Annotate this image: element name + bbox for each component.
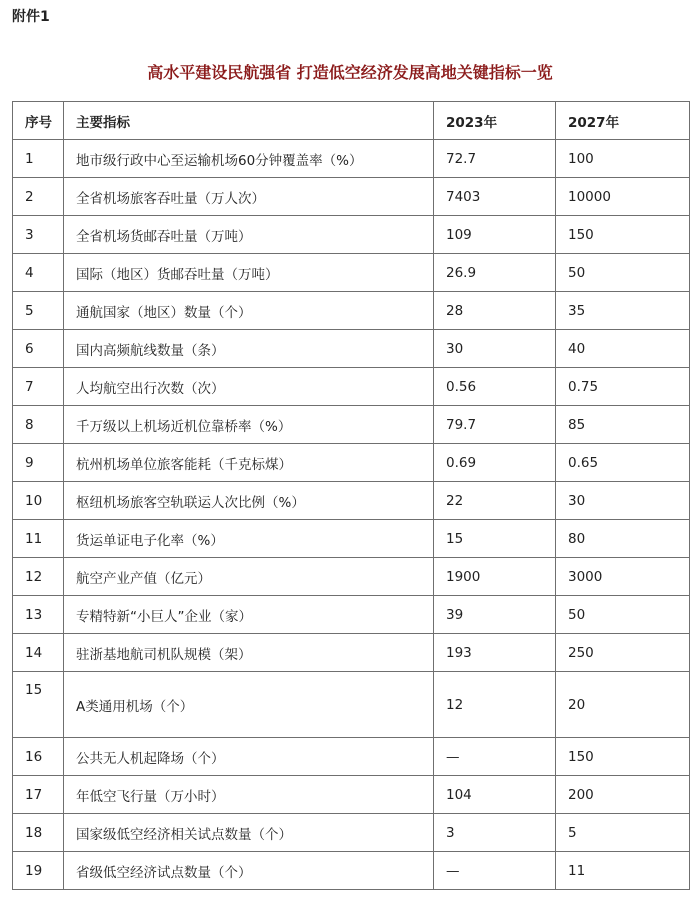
table-row bbox=[13, 406, 690, 444]
row-indicator-cell: 省级低空经济试点数量（个） bbox=[64, 852, 434, 890]
table-row bbox=[13, 596, 690, 634]
row-indicator-cell: 千万级以上机场近机位靠桥率（%） bbox=[64, 406, 434, 444]
table-row bbox=[13, 292, 690, 330]
row-index-cell: 15 bbox=[13, 672, 64, 738]
row-index-cell: 10 bbox=[13, 482, 64, 520]
row-indicator-cell: 公共无人机起降场（个） bbox=[64, 738, 434, 776]
row-2023-cell: 72.7 bbox=[434, 140, 556, 178]
row-index-cell: 11 bbox=[13, 520, 64, 558]
row-index-cell: 14 bbox=[13, 634, 64, 672]
row-index-cell: 13 bbox=[13, 596, 64, 634]
header-indicator: 主要指标 bbox=[64, 102, 434, 140]
row-2023-cell: 3 bbox=[434, 814, 556, 852]
row-indicator-cell: 国家级低空经济相关试点数量（个） bbox=[64, 814, 434, 852]
row-index-cell: 6 bbox=[13, 330, 64, 368]
row-2027-cell: 3000 bbox=[556, 558, 690, 596]
row-2023-cell: 7403 bbox=[434, 178, 556, 216]
table-row bbox=[13, 254, 690, 292]
row-2027-cell: 85 bbox=[556, 406, 690, 444]
row-2023-cell: 15 bbox=[434, 520, 556, 558]
row-indicator-cell: 全省机场旅客吞吐量（万人次） bbox=[64, 178, 434, 216]
row-indicator-cell: A类通用机场（个） bbox=[64, 672, 434, 738]
row-2027-cell: 0.65 bbox=[556, 444, 690, 482]
row-2023-cell: 1900 bbox=[434, 558, 556, 596]
table-row bbox=[13, 520, 690, 558]
row-indicator-cell: 通航国家（地区）数量（个） bbox=[64, 292, 434, 330]
row-2023-cell: — bbox=[434, 738, 556, 776]
table-row bbox=[13, 178, 690, 216]
row-indicator-cell: 全省机场货邮吞吐量（万吨） bbox=[64, 216, 434, 254]
table-row bbox=[13, 672, 690, 738]
row-index-cell: 16 bbox=[13, 738, 64, 776]
row-2023-cell: 109 bbox=[434, 216, 556, 254]
row-indicator-cell: 专精特新“小巨人”企业（家） bbox=[64, 596, 434, 634]
table-header-row bbox=[13, 102, 690, 140]
row-indicator-cell: 国内高频航线数量（条） bbox=[64, 330, 434, 368]
table-row bbox=[13, 140, 690, 178]
attachment-label: 附件1 bbox=[12, 9, 50, 25]
indicator-table bbox=[12, 101, 690, 890]
table-row bbox=[13, 482, 690, 520]
row-2023-cell: 30 bbox=[434, 330, 556, 368]
row-indicator-cell: 地市级行政中心至运输机场60分钟覆盖率（%） bbox=[64, 140, 434, 178]
row-indicator-cell: 杭州机场单位旅客能耗（千克标煤） bbox=[64, 444, 434, 482]
row-2027-cell: 250 bbox=[556, 634, 690, 672]
row-2023-cell: — bbox=[434, 852, 556, 890]
table-row bbox=[13, 814, 690, 852]
row-2027-cell: 50 bbox=[556, 254, 690, 292]
row-2027-cell: 30 bbox=[556, 482, 690, 520]
row-index-cell: 9 bbox=[13, 444, 64, 482]
row-2027-cell: 200 bbox=[556, 776, 690, 814]
row-index-cell: 12 bbox=[13, 558, 64, 596]
row-2027-cell: 20 bbox=[556, 672, 690, 738]
row-2027-cell: 150 bbox=[556, 216, 690, 254]
table-row bbox=[13, 330, 690, 368]
row-index-cell: 19 bbox=[13, 852, 64, 890]
row-2027-cell: 50 bbox=[556, 596, 690, 634]
row-2023-cell: 0.69 bbox=[434, 444, 556, 482]
header-2023: 2023年 bbox=[434, 102, 556, 140]
row-2023-cell: 104 bbox=[434, 776, 556, 814]
row-index-cell: 8 bbox=[13, 406, 64, 444]
row-2027-cell: 11 bbox=[556, 852, 690, 890]
table-row bbox=[13, 852, 690, 890]
row-2027-cell: 80 bbox=[556, 520, 690, 558]
row-2027-cell: 5 bbox=[556, 814, 690, 852]
row-2027-cell: 40 bbox=[556, 330, 690, 368]
row-index-cell: 18 bbox=[13, 814, 64, 852]
row-2027-cell: 150 bbox=[556, 738, 690, 776]
row-index-cell: 4 bbox=[13, 254, 64, 292]
row-indicator-cell: 年低空飞行量（万小时） bbox=[64, 776, 434, 814]
row-2027-cell: 35 bbox=[556, 292, 690, 330]
row-index-cell: 2 bbox=[13, 178, 64, 216]
page-title: 高水平建设民航强省 打造低空经济发展高地关键指标一览 bbox=[147, 63, 553, 82]
row-2023-cell: 22 bbox=[434, 482, 556, 520]
row-indicator-cell: 国际（地区）货邮吞吐量（万吨） bbox=[64, 254, 434, 292]
row-indicator-cell: 枢纽机场旅客空轨联运人次比例（%） bbox=[64, 482, 434, 520]
row-2023-cell: 39 bbox=[434, 596, 556, 634]
table-row bbox=[13, 216, 690, 254]
table-row bbox=[13, 444, 690, 482]
header-2027: 2027年 bbox=[556, 102, 690, 140]
row-index-cell: 1 bbox=[13, 140, 64, 178]
row-2027-cell: 10000 bbox=[556, 178, 690, 216]
row-indicator-cell: 驻浙基地航司机队规模（架） bbox=[64, 634, 434, 672]
table-row bbox=[13, 634, 690, 672]
table-body bbox=[13, 140, 690, 890]
row-2023-cell: 193 bbox=[434, 634, 556, 672]
table-row bbox=[13, 368, 690, 406]
header-index: 序号 bbox=[13, 102, 64, 140]
row-indicator-cell: 航空产业产值（亿元） bbox=[64, 558, 434, 596]
row-2023-cell: 26.9 bbox=[434, 254, 556, 292]
row-indicator-cell: 人均航空出行次数（次） bbox=[64, 368, 434, 406]
row-index-cell: 7 bbox=[13, 368, 64, 406]
row-index-cell: 17 bbox=[13, 776, 64, 814]
row-2027-cell: 0.75 bbox=[556, 368, 690, 406]
row-2023-cell: 28 bbox=[434, 292, 556, 330]
row-2027-cell: 100 bbox=[556, 140, 690, 178]
table-row bbox=[13, 738, 690, 776]
row-index-cell: 5 bbox=[13, 292, 64, 330]
row-indicator-cell: 货运单证电子化率（%） bbox=[64, 520, 434, 558]
row-2023-cell: 79.7 bbox=[434, 406, 556, 444]
table-row bbox=[13, 558, 690, 596]
row-2023-cell: 12 bbox=[434, 672, 556, 738]
row-2023-cell: 0.56 bbox=[434, 368, 556, 406]
table-row bbox=[13, 776, 690, 814]
row-index-cell: 3 bbox=[13, 216, 64, 254]
